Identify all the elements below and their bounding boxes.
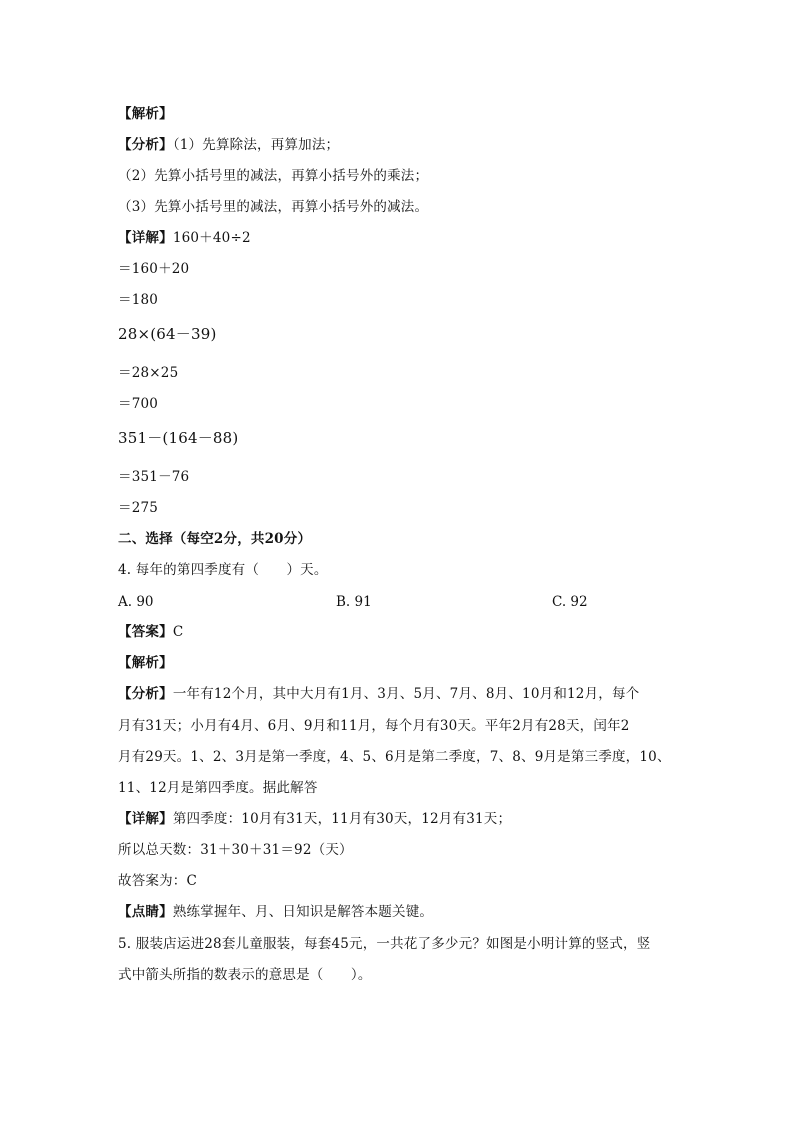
calc-step: ＝700: [118, 396, 159, 412]
fenxi-tag: 【分析】: [118, 137, 173, 153]
q4-answer-line: [118, 622, 183, 642]
xiangjie-tag: 【详解】: [118, 230, 173, 246]
q4-xiangjie-tag: 【详解】: [118, 811, 173, 827]
q4-fenxi-line-4: 11、12月是第四季度。据此解答: [118, 780, 318, 796]
q4-stem: 4. 每年的第四季度有（ ）天。: [118, 562, 328, 578]
calc-step: ＝275: [118, 500, 159, 516]
q4-fenxi-tag: 【分析】: [118, 686, 173, 702]
xiangjie-expression: 160＋40÷2: [172, 230, 251, 246]
q4-jiexi-tag: 【解析】: [118, 655, 173, 671]
dianjing-tag: 【点睛】: [118, 904, 173, 920]
q4-xiangjie-text: 第四季度：10月有31天，11月有30天，12月有31天；: [172, 811, 512, 827]
q4-dianjing-line: [118, 902, 433, 922]
q4-xiangjie-line-3: 故答案为：C: [118, 873, 198, 889]
q4-option-c: C. 92: [552, 594, 588, 610]
q4-fenxi-line-1: [118, 684, 639, 704]
calc-step: ＝160＋20: [118, 261, 190, 277]
fenxi-line-1: [118, 135, 339, 155]
q4-fenxi-text: 一年有12个月，其中大月有1月、3月、5月、7月、8月、10月和12月，每个: [172, 686, 640, 702]
jiexi-tag: 【解析】: [118, 106, 173, 122]
calc-expression: 351－(164－88): [118, 429, 239, 447]
q4-fenxi-line-2: 月有31天；小月有4月、6月、9月和11月，每个月有30天。平年2月有28天，闰年2: [118, 718, 630, 734]
q4-option-a: A. 90: [118, 594, 154, 610]
q5-stem-line-1: 5. 服装店运进28套儿童服装，每套45元，一共花了多少元？如图是小明计算的竖式，竖: [118, 936, 651, 952]
answer-value: C: [172, 624, 184, 640]
fenxi-line-3: （3）先算小括号里的减法，再算小括号外的减法。: [118, 199, 429, 215]
q4-fenxi-line-3: 月有29天。1、2、3月是第一季度，4、5、6月是第二季度，7、8、9月是第三季度，10、: [118, 749, 671, 765]
answer-tag: 【答案】: [118, 624, 173, 640]
q4-option-b: B. 91: [336, 594, 372, 610]
section-heading: 二、选择（每空2分，共20分）: [118, 531, 312, 547]
q4-xiangjie-line-2: 所以总天数：31＋30＋31＝92（天）: [118, 842, 353, 858]
xiangjie-line: [118, 228, 251, 248]
fenxi-line-2: （2）先算小括号里的减法，再算小括号外的乘法；: [118, 168, 429, 184]
q5-stem-line-2: 式中箭头所指的数表示的意思是（ ）。: [118, 967, 372, 983]
dianjing-text: 熟练掌握年、月、日知识是解答本题关键。: [172, 904, 434, 920]
calc-step: ＝351－76: [118, 469, 190, 485]
calc-step: ＝28×25: [118, 365, 179, 381]
calc-step: ＝180: [118, 292, 159, 308]
calc-expression: 28×(64－39): [118, 325, 217, 343]
fenxi-text-1: （1）先算除法，再算加法；: [172, 137, 340, 153]
q4-xiangjie-line-1: [118, 809, 511, 829]
